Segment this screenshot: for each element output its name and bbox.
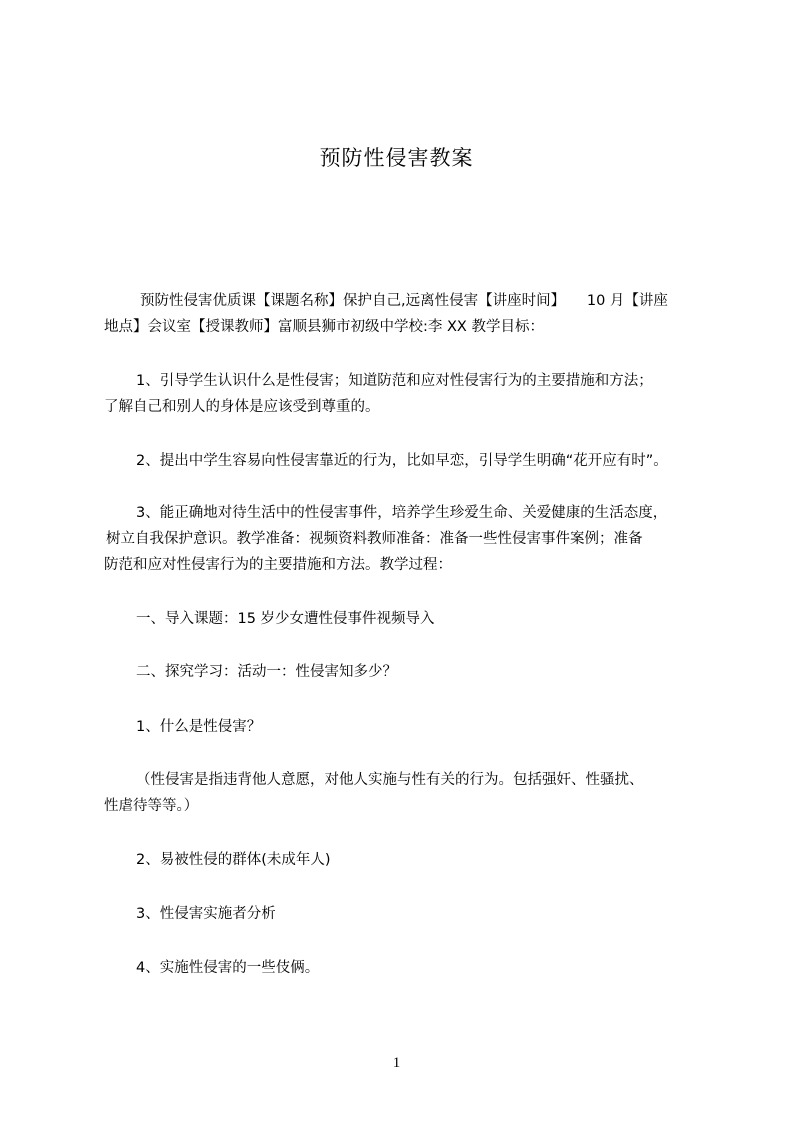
list-item-3 [104, 901, 724, 927]
paragraph-line: 3、性侵害实施者分析 [136, 906, 276, 922]
paragraph-line: 二、探究学习：活动一：性侵害知多少？ [136, 664, 397, 680]
list-item-1 [104, 714, 724, 740]
paragraph-line: 了解自己和别人的身体是应该受到尊重的。 [104, 399, 380, 415]
paragraph-objective-1 [104, 368, 724, 420]
paragraph-line: 一、导入课题：15 岁少女遭性侵事件视频导入 [136, 611, 435, 627]
paragraph-line: 地点】会议室【授课教师】富顺县狮市初级中学校:李 XX 教学目标： [104, 319, 544, 335]
section-heading-one [104, 606, 724, 632]
paragraph-line: （性侵害是指违背他人意愿，对他人实施与性有关的行为。包括强奸、性骚扰、 [136, 772, 644, 788]
paragraph-objective-3 [104, 500, 724, 578]
paragraph-objective-2 [104, 448, 724, 474]
paragraph-line: 1、引导学生认识什么是性侵害；知道防范和应对性侵害行为的主要措施和方法； [136, 373, 653, 389]
paragraph-line: 树立自我保护意识。教学准备：视频资料教师准备：准备一些性侵害事件案例；准备 [106, 531, 643, 547]
section-heading-two [104, 659, 724, 685]
paragraph-line: 3、能正确地对待生活中的性侵害事件，培养学生珍爱生命、关爱健康的生活态度， [136, 505, 668, 521]
paragraph-line: 防范和应对性侵害行为的主要措施和方法。教学过程： [104, 557, 452, 573]
paragraph-intro [104, 288, 724, 340]
list-item-2 [104, 847, 724, 873]
paragraph-line: 2、提出中学生容易向性侵害靠近的行为，比如早恋，引导学生明确“花开应有时”。 [136, 453, 668, 469]
paragraph-line: 2、易被性侵的群体(未成年人) [136, 852, 331, 868]
paragraph-line: 预防性侵害优质课【课题名称】保护自己,远离性侵害【讲座时间】 10 月【讲座 [140, 293, 668, 309]
page-number: 1 [392, 1055, 401, 1071]
document-title: 预防性侵害教案 [319, 146, 474, 170]
paragraph-definition [104, 767, 724, 819]
list-item-4 [104, 955, 724, 981]
paragraph-line: 1、什么是性侵害？ [136, 719, 262, 735]
paragraph-line: 性虐待等等。） [104, 798, 199, 814]
paragraph-line: 4、实施性侵害的一些伎俩。 [136, 960, 320, 976]
